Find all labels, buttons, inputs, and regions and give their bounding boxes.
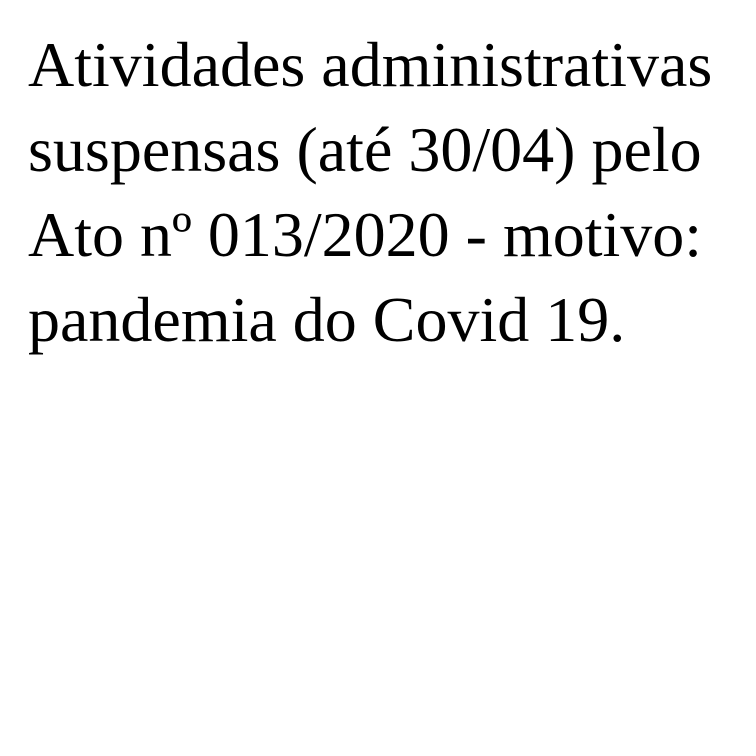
notice-text: Atividades administrativas suspensas (até 30/04) pelo Ato nº 013/2020 - motivo: pandemia do Covid 19. [28,29,729,355]
